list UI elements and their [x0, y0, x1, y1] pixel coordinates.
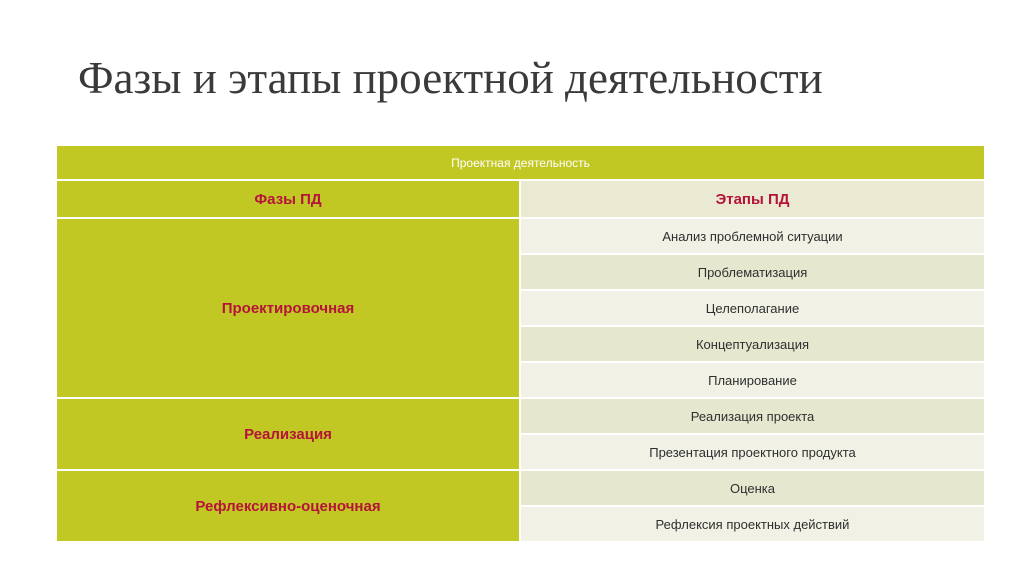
phase-implementation: Реализация	[56, 398, 520, 470]
phase-design: Проектировочная	[56, 218, 520, 398]
phases-stages-table	[55, 144, 986, 543]
table-row	[56, 218, 985, 254]
stage-cell: Рефлексия проектных действий	[520, 506, 985, 542]
slide-title: Фазы и этапы проектной деятельности	[78, 53, 823, 103]
phase-reflection: Рефлексивно-оценочная	[56, 470, 520, 542]
stage-cell: Целеполагание	[520, 290, 985, 326]
stage-cell: Реализация проекта	[520, 398, 985, 434]
phases-column-header: Фазы ПД	[56, 180, 520, 218]
stage-cell: Проблематизация	[520, 254, 985, 290]
stage-cell: Оценка	[520, 470, 985, 506]
table-row	[56, 398, 985, 434]
table-row	[56, 470, 985, 506]
stage-cell: Анализ проблемной ситуации	[520, 218, 985, 254]
table-caption: Проектная деятельность	[56, 145, 985, 180]
stages-column-header: Этапы ПД	[520, 180, 985, 218]
stage-cell: Презентация проектного продукта	[520, 434, 985, 470]
stage-cell: Планирование	[520, 362, 985, 398]
table-header-row	[56, 180, 985, 218]
table-caption-row	[56, 145, 985, 180]
stage-cell: Концептуализация	[520, 326, 985, 362]
